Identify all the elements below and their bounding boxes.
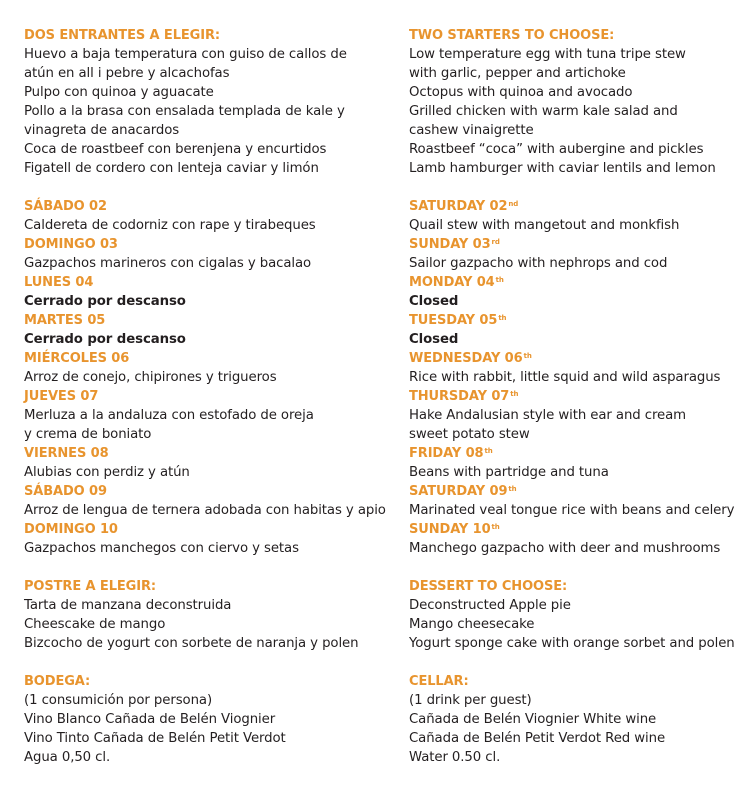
starter-item: Lamb hamburger with caviar lentils and lemon — [409, 161, 716, 176]
dessert-item: Deconstructed Apple pie — [409, 598, 571, 613]
ordinal-suffix: nd — [508, 200, 519, 208]
cellar-item: Vino Tinto Cañada de Belén Petit Verdot — [24, 731, 286, 746]
cellar-item: (1 consumición por persona) — [24, 693, 213, 708]
cellar-item: Water 0.50 cl. — [409, 750, 501, 765]
day-label: SATURDAY 09 — [409, 484, 508, 499]
day-heading: VIERNES 08 — [24, 446, 109, 461]
day-dish: Manchego gazpacho with deer and mushrooms — [409, 541, 721, 556]
day-heading: SÁBADO 02 — [24, 199, 107, 214]
day-heading — [409, 482, 739, 501]
day-dish: Arroz de conejo, chipirones y trigueros — [24, 370, 277, 385]
day-closed: Closed — [409, 294, 459, 309]
dessert-heading: DESSERT TO CHOOSE: — [409, 579, 568, 594]
day-heading — [409, 311, 739, 330]
day-heading: DOMINGO 10 — [24, 522, 118, 537]
day-heading: MARTES 05 — [24, 313, 106, 328]
starter-item: Pulpo con quinoa y aguacate — [24, 85, 214, 100]
day-heading: DOMINGO 03 — [24, 237, 118, 252]
day-dish: Quail stew with mangetout and monkfish — [409, 218, 680, 233]
starter-item: Coca de roastbeef con berenjena y encurtidos — [24, 142, 327, 157]
day-dish: Alubias con perdiz y atún — [24, 465, 190, 480]
day-dish: Caldereta de codorniz con rape y tirabeques — [24, 218, 316, 233]
starters-heading: DOS ENTRANTES A ELEGIR: — [24, 28, 220, 43]
cellar-item: Cañada de Belén Petit Verdot Red wine — [409, 731, 666, 746]
ordinal-suffix: th — [495, 276, 504, 284]
dessert-item: Mango cheesecake — [409, 617, 535, 632]
starter-item: vinagreta de anacardos — [24, 123, 180, 138]
day-heading: MIÉRCOLES 06 — [24, 351, 130, 366]
dessert-item: Yogurt sponge cake with orange sorbet and polen — [409, 636, 735, 651]
day-label: THURSDAY 07 — [409, 389, 510, 404]
day-heading: JUEVES 07 — [24, 389, 99, 404]
starter-item: Grilled chicken with warm kale salad and — [409, 104, 678, 119]
day-dish: y crema de boniato — [24, 427, 152, 442]
day-dish: Gazpachos marineros con cigalas y bacalao — [24, 256, 312, 271]
starter-item: Octopus with quinoa and avocado — [409, 85, 633, 100]
cellar-heading: CELLAR: — [409, 674, 469, 689]
day-closed: Cerrado por descanso — [24, 294, 186, 309]
day-label: SUNDAY 03 — [409, 237, 491, 252]
cellar-item: Agua 0,50 cl. — [24, 750, 111, 765]
day-heading: SÁBADO 09 — [24, 484, 107, 499]
ordinal-suffix: th — [508, 485, 517, 493]
ordinal-suffix: th — [484, 447, 493, 455]
starter-item: atún en all i pebre y alcachofas — [24, 66, 230, 81]
cellar-heading: BODEGA: — [24, 674, 91, 689]
day-dish: Rice with rabbit, little squid and wild asparagus — [409, 370, 721, 385]
day-label: MONDAY 04 — [409, 275, 495, 290]
dessert-item: Bizcocho de yogurt con sorbete de naranja y polen — [24, 636, 359, 651]
day-dish: Arroz de lengua de ternera adobada con habitas y apio — [24, 503, 386, 518]
starters-heading: TWO STARTERS TO CHOOSE: — [409, 28, 615, 43]
dessert-item: Tarta de manzana deconstruida — [24, 598, 232, 613]
day-heading — [409, 273, 739, 292]
day-closed: Cerrado por descanso — [24, 332, 186, 347]
cellar-item: (1 drink per guest) — [409, 693, 532, 708]
spanish-menu-column — [24, 26, 394, 767]
ordinal-suffix: th — [498, 314, 507, 322]
starter-item: cashew vinaigrette — [409, 123, 534, 138]
starter-item: Huevo a baja temperatura con guiso de callos de — [24, 47, 347, 62]
day-heading — [409, 235, 739, 254]
day-heading — [409, 387, 739, 406]
day-dish: Beans with partridge and tuna — [409, 465, 609, 480]
starter-item: Pollo a la brasa con ensalada templada de kale y — [24, 104, 345, 119]
day-heading — [409, 444, 739, 463]
starter-item: with garlic, pepper and artichoke — [409, 66, 626, 81]
day-label: TUESDAY 05 — [409, 313, 498, 328]
day-closed: Closed — [409, 332, 459, 347]
day-heading — [409, 197, 739, 216]
starter-item: Roastbeef “coca” with aubergine and pickles — [409, 142, 704, 157]
day-dish: Gazpachos manchegos con ciervo y setas — [24, 541, 299, 556]
day-dish: Merluza a la andaluza con estofado de oreja — [24, 408, 314, 423]
day-dish: Hake Andalusian style with ear and cream — [409, 408, 687, 423]
day-dish: sweet potato stew — [409, 427, 530, 442]
day-dish: Marinated veal tongue rice with beans and celery — [409, 503, 735, 518]
day-label: FRIDAY 08 — [409, 446, 484, 461]
ordinal-suffix: th — [510, 390, 519, 398]
ordinal-suffix: th — [491, 523, 500, 531]
day-label: SATURDAY 02 — [409, 199, 508, 214]
day-dish: Sailor gazpacho with nephrops and cod — [409, 256, 668, 271]
ordinal-suffix: rd — [491, 238, 500, 246]
cellar-item: Cañada de Belén Viognier White wine — [409, 712, 657, 727]
cellar-item: Vino Blanco Cañada de Belén Viognier — [24, 712, 276, 727]
dessert-item: Cheescake de mango — [24, 617, 166, 632]
starter-item: Low temperature egg with tuna tripe stew — [409, 47, 686, 62]
starter-item: Figatell de cordero con lenteja caviar y limón — [24, 161, 319, 176]
dessert-heading: POSTRE A ELEGIR: — [24, 579, 156, 594]
english-menu-column — [409, 26, 739, 767]
day-label: WEDNESDAY 06 — [409, 351, 523, 366]
day-heading — [409, 349, 739, 368]
ordinal-suffix: th — [523, 352, 532, 360]
day-heading: LUNES 04 — [24, 275, 94, 290]
day-label: SUNDAY 10 — [409, 522, 491, 537]
day-heading — [409, 520, 739, 539]
